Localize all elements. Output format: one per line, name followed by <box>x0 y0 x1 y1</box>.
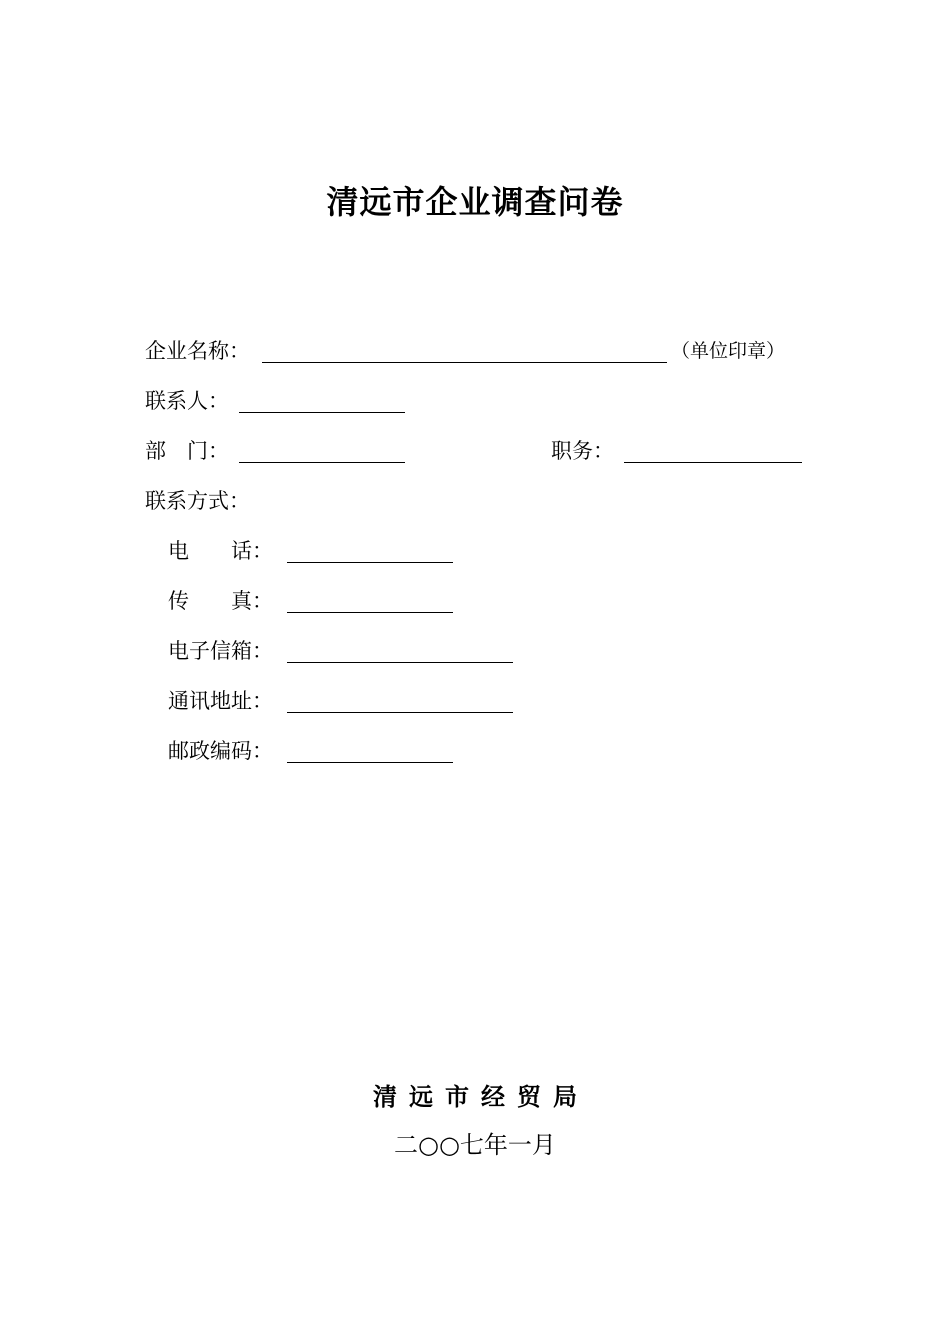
seal-note: （单位印章） <box>671 340 786 362</box>
department-row <box>145 436 405 466</box>
issue-date: 二○○七年一月 <box>394 1131 556 1159</box>
fax-field[interactable] <box>287 586 453 613</box>
postcode-label: 邮政编码： <box>168 739 273 763</box>
phone-label: 电 话： <box>168 539 273 563</box>
contact-person-label: 联系人： <box>145 389 229 413</box>
postcode-row <box>168 736 453 766</box>
postcode-field[interactable] <box>287 736 453 763</box>
company-name-row <box>145 336 785 366</box>
address-field[interactable] <box>287 686 513 713</box>
position-row <box>551 436 802 466</box>
email-field[interactable] <box>287 636 513 663</box>
company-name-field[interactable] <box>262 336 667 363</box>
email-label: 电子信箱： <box>168 639 273 663</box>
address-label: 通讯地址： <box>168 689 273 713</box>
fax-row <box>168 586 453 616</box>
department-label: 部 门： <box>145 439 229 463</box>
position-field[interactable] <box>624 436 802 463</box>
phone-row <box>168 536 453 566</box>
phone-field[interactable] <box>287 536 453 563</box>
position-label: 职务： <box>551 439 614 463</box>
contact-method-label: 联系方式： <box>145 489 250 513</box>
address-row <box>168 686 513 716</box>
department-field[interactable] <box>239 436 405 463</box>
issuing-organization: 清远市经贸局 <box>373 1082 589 1111</box>
fax-label: 传 真： <box>168 589 273 613</box>
page-title: 清远市企业调查问卷 <box>326 183 624 221</box>
contact-person-row <box>145 386 405 416</box>
contact-person-field[interactable] <box>239 386 405 413</box>
contact-method-row <box>145 486 250 516</box>
company-name-label: 企业名称： <box>145 339 250 363</box>
email-row <box>168 636 513 666</box>
